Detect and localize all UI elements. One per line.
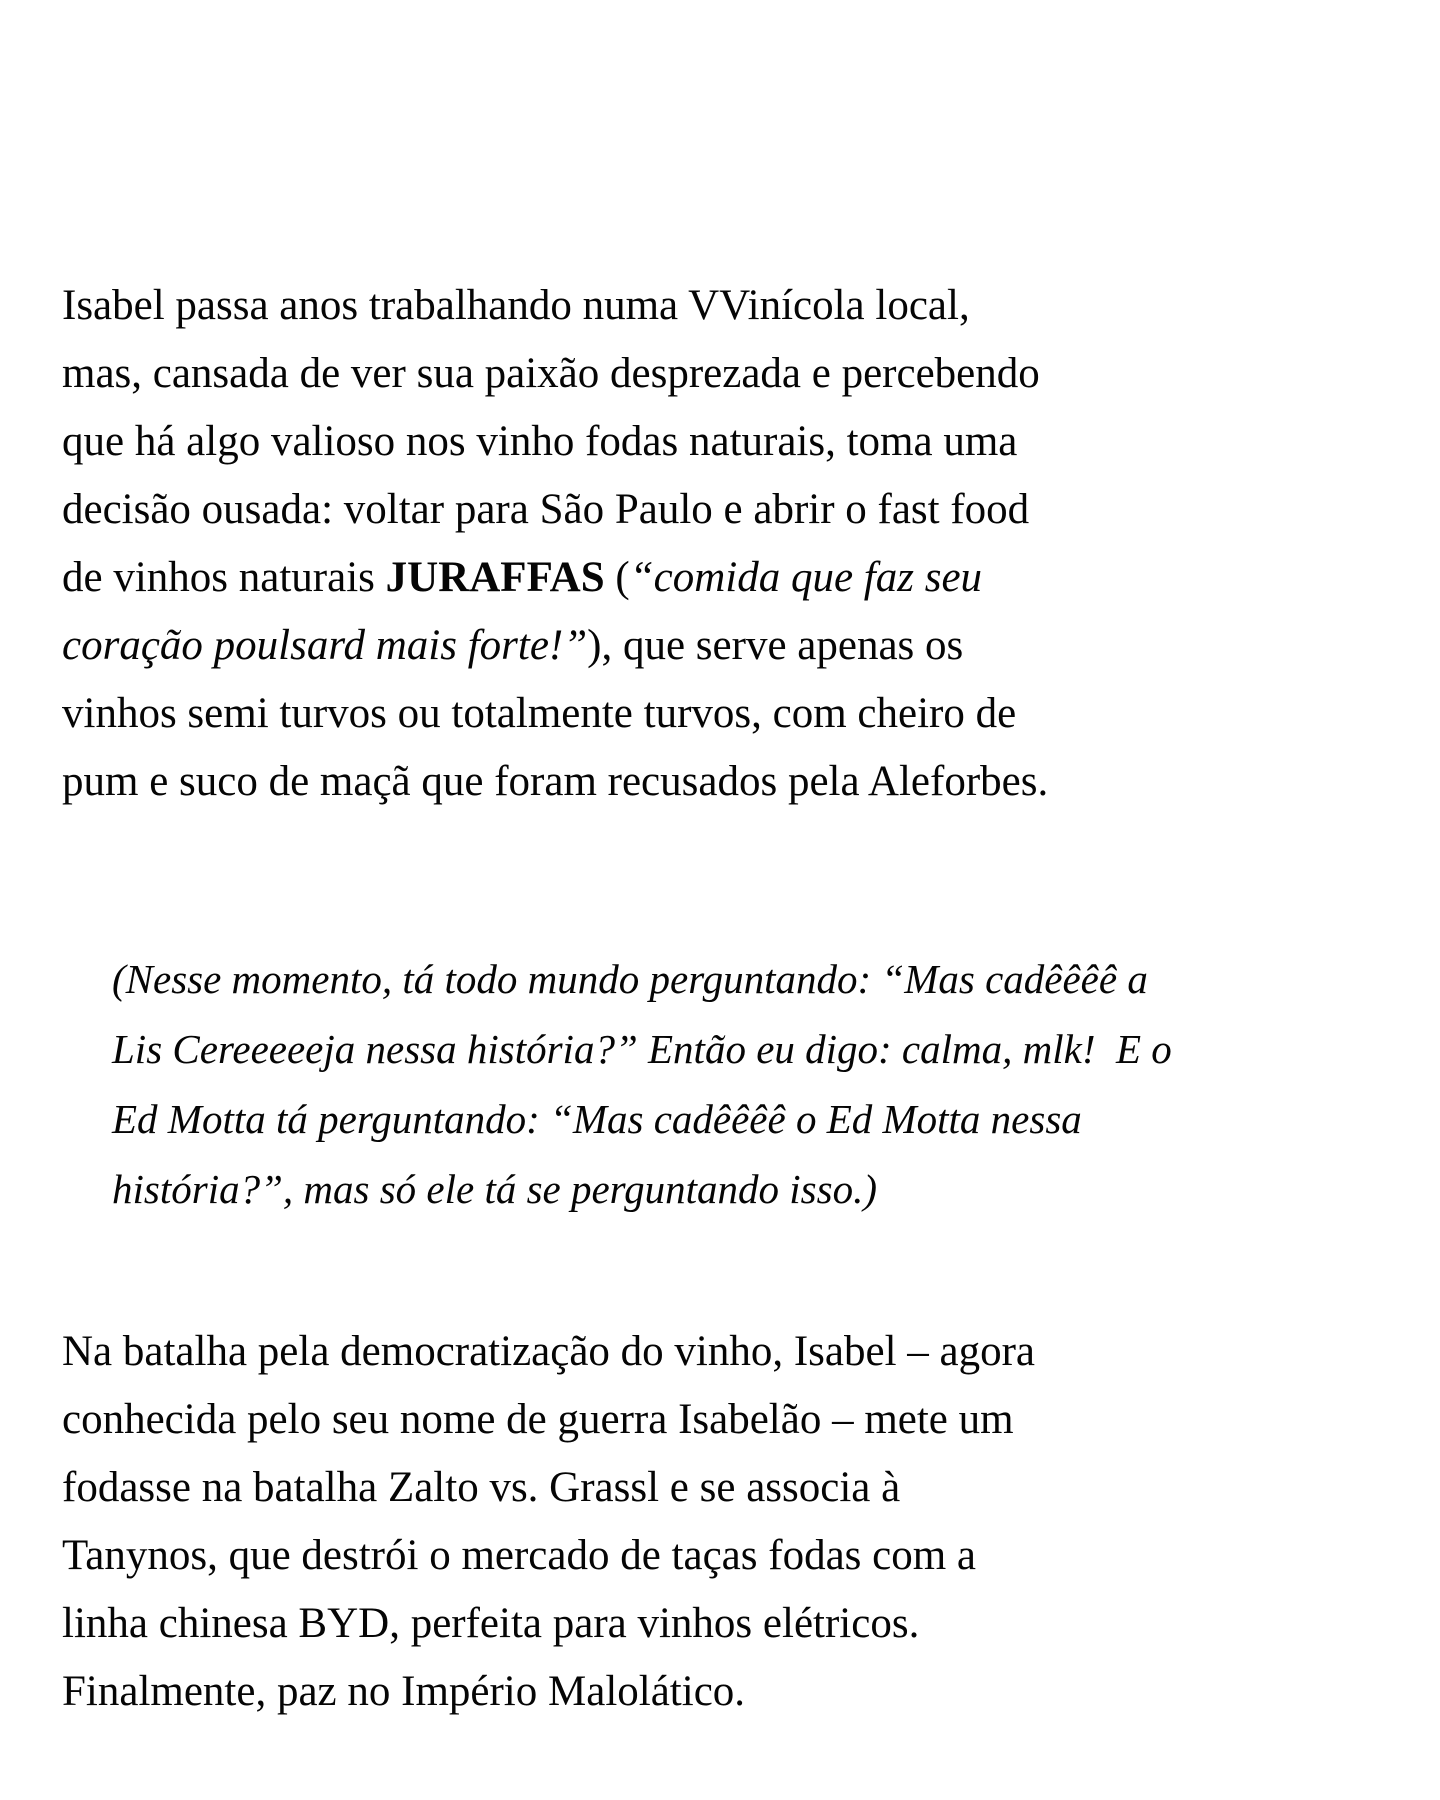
text-segment: Ed Motta tá perguntando: “Mas cadêêêê o Ed Motta nessa — [112, 1096, 1082, 1142]
text-segment: de vinhos naturais — [62, 554, 386, 601]
text-line — [62, 408, 1400, 476]
text-segment: Isabel passa anos trabalhando numa VVinícola local, — [62, 282, 970, 329]
text-line — [62, 748, 1400, 816]
text-line — [62, 544, 1400, 612]
text-line — [62, 272, 1400, 340]
text-segment: decisão ousada: voltar para São Paulo e abrir o fast food — [62, 486, 1030, 533]
text-body — [62, 272, 1400, 1726]
text-segment: conhecida pelo seu nome de guerra Isabelão – mete um — [62, 1396, 1014, 1443]
text-line — [112, 944, 1400, 1014]
text-segment: mas, cansada de ver sua paixão desprezada e percebendo — [62, 350, 1040, 397]
text-segment: pum e suco de maçã que foram recusados pela Aleforbes. — [62, 758, 1049, 805]
text-segment: que há algo valioso nos vinho fodas naturais, toma uma — [62, 418, 1018, 465]
text-segment: história?”, mas só ele tá se perguntando isso.) — [112, 1166, 877, 1212]
text-line — [62, 340, 1400, 408]
text-line — [62, 1590, 1400, 1658]
text-segment: fodasse na batalha Zalto vs. Grassl e se associa à — [62, 1464, 901, 1511]
text-line — [112, 1084, 1400, 1154]
text-segment: Finalmente, paz no Império Malolático. — [62, 1668, 746, 1715]
text-segment: ( — [604, 554, 630, 601]
text-line — [62, 1386, 1400, 1454]
text-line — [62, 1658, 1400, 1726]
text-line — [112, 1014, 1400, 1084]
bold-brand-text: JURAFFAS — [385, 554, 605, 601]
text-line — [62, 1522, 1400, 1590]
text-segment: vinhos semi turvos ou totalmente turvos, com cheiro de — [62, 690, 1017, 737]
text-segment: linha chinesa BYD, perfeita para vinhos elétricos. — [62, 1600, 920, 1647]
text-line — [62, 1318, 1400, 1386]
text-line — [62, 612, 1400, 680]
italic-text: “comida que faz seu — [629, 554, 983, 601]
text-line — [62, 1454, 1400, 1522]
text-segment: ), que serve apenas os — [587, 622, 964, 669]
text-segment: Tanynos, que destrói o mercado de taças fodas com a — [62, 1532, 977, 1579]
text-segment: (Nesse momento, tá todo mundo perguntando: “Mas cadêêêê a — [112, 956, 1148, 1002]
text-line — [112, 1154, 1400, 1224]
text-segment: Na batalha pela democratização do vinho, Isabel – agora — [62, 1328, 1036, 1375]
text-line — [62, 476, 1400, 544]
paragraph-battle — [62, 1318, 1400, 1726]
paragraph-aside — [62, 944, 1400, 1224]
italic-text: coração poulsard mais forte!” — [62, 622, 588, 669]
text-segment: Lis Cereeeeeja nessa história?” Então eu digo: calma, mlk! E o — [112, 1026, 1172, 1072]
paragraph-intro — [62, 272, 1400, 816]
text-line — [62, 680, 1400, 748]
